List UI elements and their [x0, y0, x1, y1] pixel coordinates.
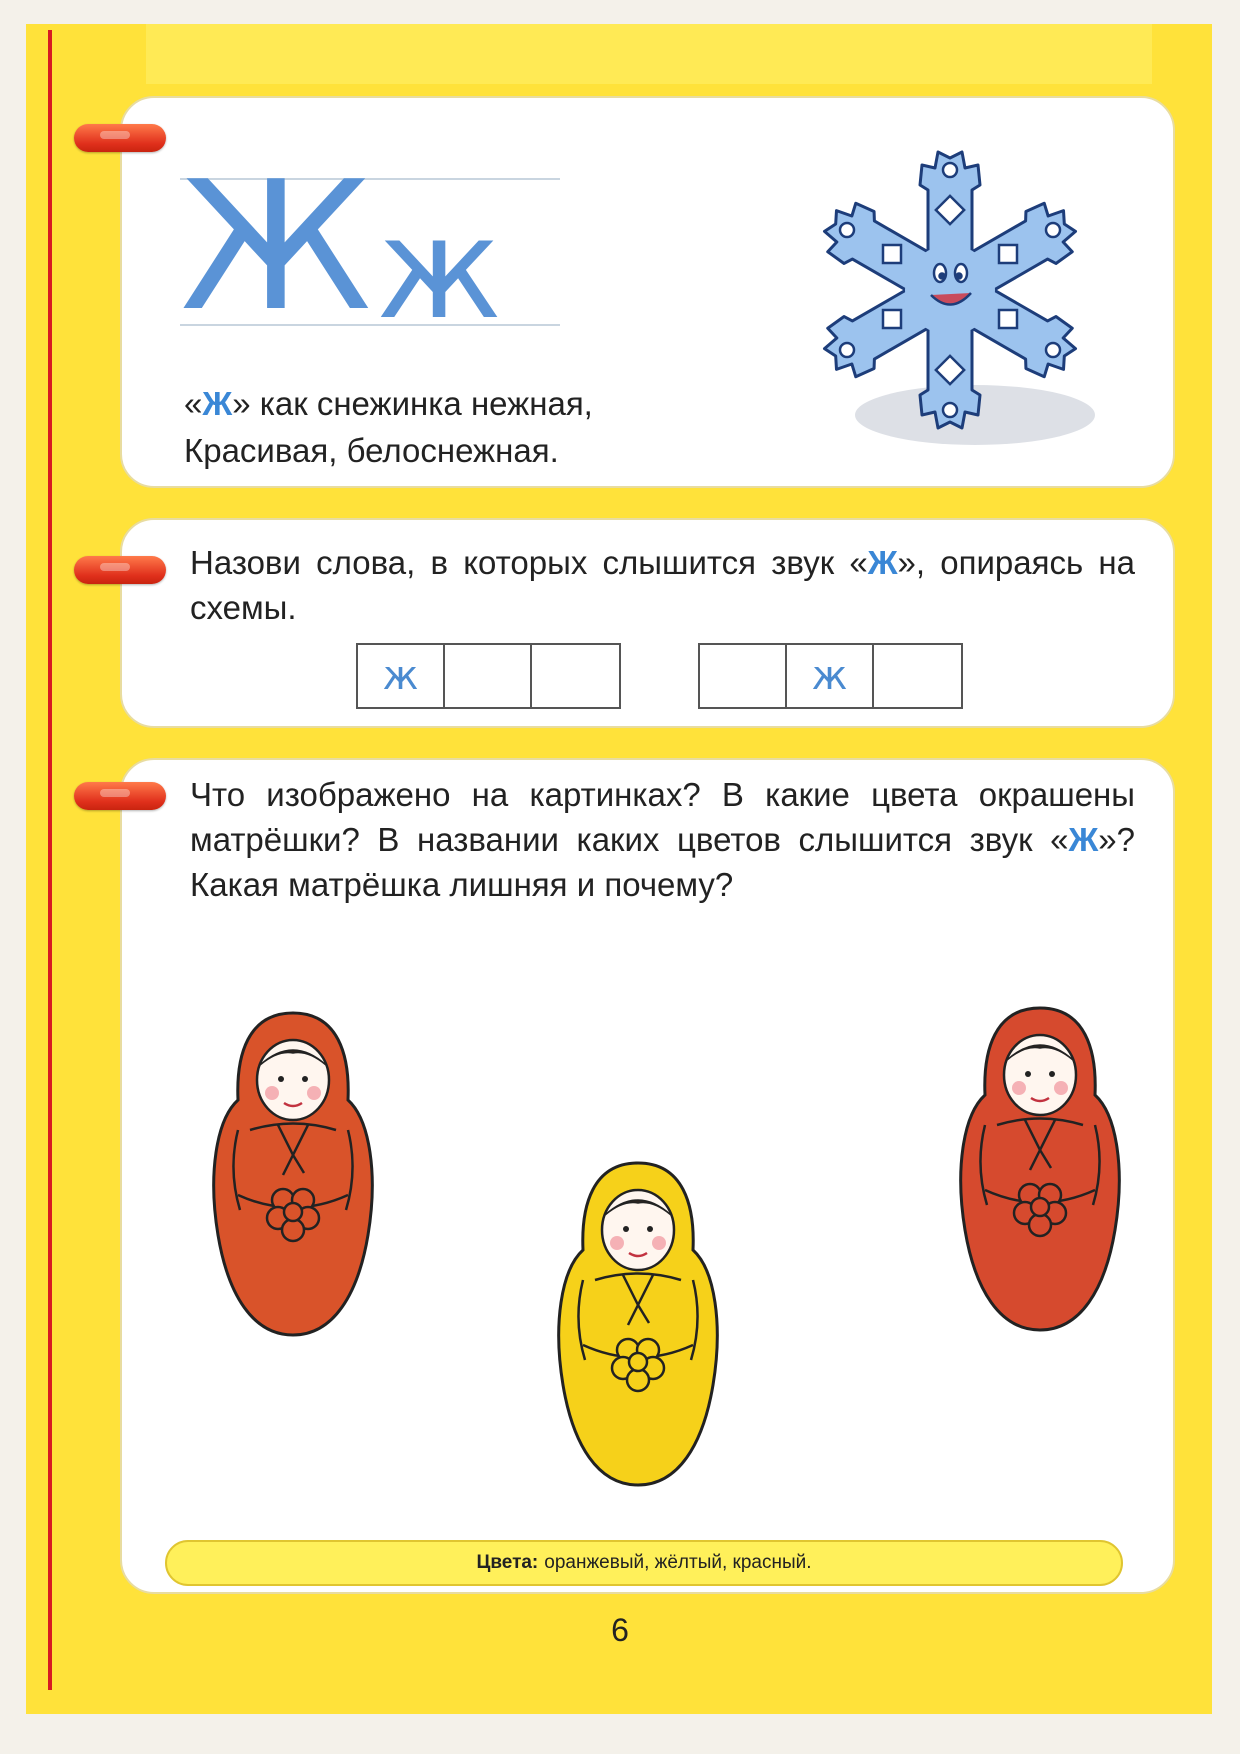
- scheme-cell: [700, 645, 787, 707]
- quote-mark: «: [184, 385, 203, 422]
- sound-scheme-1: [356, 643, 621, 709]
- letter-display: [180, 143, 560, 351]
- poem-letter: Ж: [202, 385, 233, 422]
- section-marker: [74, 782, 166, 810]
- task-sound-schemes: [190, 540, 1135, 630]
- scheme-cell: [874, 645, 961, 707]
- sound-scheme-2: [698, 643, 963, 709]
- margin-line: [48, 30, 52, 1690]
- matryoshka-orange: [208, 1005, 378, 1345]
- scheme-cell: [532, 645, 619, 707]
- poem-line-2: Красивая, белоснежная.: [184, 432, 559, 469]
- task2-text-end: », опираясь на схемы.: [190, 544, 1135, 626]
- poem-line-1-text: » как снежинка нежная,: [232, 385, 593, 422]
- page-number: 6: [611, 1612, 629, 1648]
- snowflake-illustration: [785, 130, 1115, 460]
- task3-text: Что изображено на картинках? В какие цвета окрашены матрёшки? В названии каких цветов слышится звук «: [190, 776, 1135, 858]
- lowercase-letter: ж: [376, 188, 503, 351]
- footnote-label: Цвета:: [476, 1552, 539, 1573]
- scheme-cell: ж: [787, 645, 874, 707]
- footnote-text: оранжевый, жёлтый, красный.: [544, 1552, 812, 1573]
- matryoshka-red: [955, 1000, 1125, 1340]
- task-matryoshka: [190, 772, 1135, 907]
- task2-letter: Ж: [867, 544, 898, 581]
- poem: [184, 380, 593, 474]
- task2-text: Назови слова, в которых слышится звук «: [190, 544, 868, 581]
- section-marker: [74, 124, 166, 152]
- task3-letter: Ж: [1068, 821, 1099, 858]
- task3-text-end: »? Какая матрёшка лишняя и почему?: [190, 821, 1135, 903]
- scheme-cell: [445, 645, 532, 707]
- scheme-cell: ж: [358, 645, 445, 707]
- section-marker: [74, 556, 166, 584]
- poem-line-1: [184, 380, 593, 427]
- colors-footnote: [165, 1540, 1123, 1586]
- top-stripe: [146, 24, 1152, 84]
- uppercase-letter: Ж: [180, 143, 372, 350]
- matryoshka-yellow: [553, 1155, 723, 1495]
